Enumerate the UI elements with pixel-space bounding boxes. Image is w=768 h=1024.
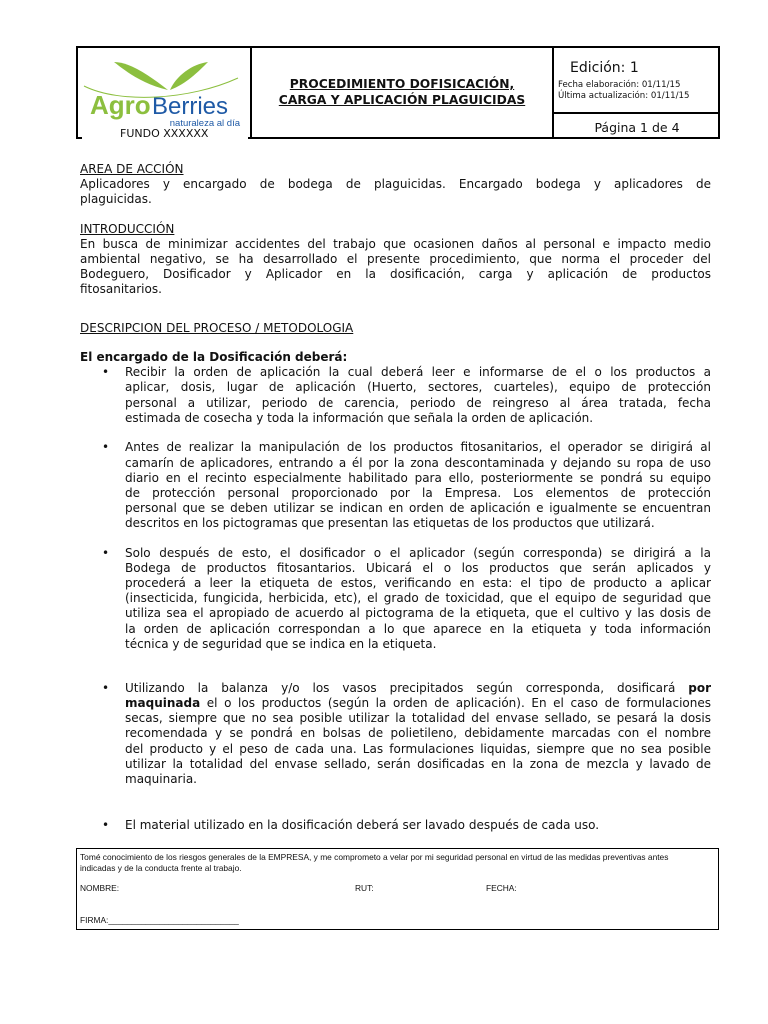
item4-bold: maquinada: [125, 696, 201, 710]
item2-line: de protección personal proporcionado por la Empresa. Los elementos de protección: [125, 486, 711, 500]
edition-label: Edición: 1: [570, 60, 639, 76]
item1-line: Recibir la orden de aplicación la cual deberá leer e informarse de el o los productos a: [125, 365, 711, 379]
item4-line: [125, 696, 711, 711]
item4-line: [125, 681, 711, 696]
document-title-line2: CARGA Y APLICACIÓN PLAGUICIDAS: [278, 93, 526, 107]
item3-line: Bodega de productos fitosantarios. Ubicará el o los productos que serán aplicados y: [125, 561, 711, 575]
header-divider-horizontal: [554, 112, 720, 114]
document-title-line1: PROCEDIMIENTO DOFISICACIÓN,: [289, 77, 515, 91]
process-subheading: El encargado de la Dosificación deberá:: [80, 350, 348, 364]
item2-line: diario en el recinto especialmente habilitado para ello, posteriormente se pondrá su equipo: [125, 471, 711, 485]
item2-line: personal que se deben utilizar se indican en orden de aplicación e igualmente se encuentran: [125, 501, 711, 515]
area-line1: Aplicadores y encargado de bodega de plaguicidas. Encargado bodega y aplicadores de: [80, 177, 711, 191]
intro-line: En busca de minimizar accidentes del trabajo que ocasionen daños al personal e impacto medio: [80, 237, 711, 251]
page-number: Página 1 de 4: [594, 120, 680, 135]
item1-line: personal a utilizar, periodo de carencia, periodo de reingreso al área tratada, fecha: [125, 396, 711, 410]
item4-line: secas, siempre que no sea posible utilizar la totalidad del envase sellado, se pesará la dosis: [125, 711, 711, 725]
logo-tagline: naturaleza al día: [169, 118, 240, 128]
item3-line: utiliza sea el apropiado de acuerdo al pictograma de la etiqueta, que el cultivo y las dosis de: [125, 606, 711, 620]
item5-line: El material utilizado en la dosificación deberá ser lavado después de cada uso.: [125, 818, 600, 832]
company-logo: [80, 50, 248, 128]
item3-line: técnica y de seguridad que se indica en la etiqueta.: [125, 637, 437, 651]
fundo-label: FUNDO XXXXXX: [120, 127, 209, 140]
firma-label: FIRMA:____________________________: [80, 915, 239, 925]
logo-brand-berries: Berries: [152, 93, 229, 120]
intro-line: Bodeguero, Dosificador y Aplicador en la dosificación, carga y aplicación de productos: [80, 267, 711, 281]
acknowledgement-box: [76, 848, 719, 930]
item4-bold: por: [688, 681, 711, 695]
fecha-label: FECHA:: [486, 883, 517, 893]
acknowledgement-line1: Tomé conocimiento de los riesgos generales de la EMPRESA, y me comprometo a velar por mi seguridad personal en virtud de las medidas preventivas antes: [80, 852, 669, 862]
item4-line: recomendada y se pondrá en bolsas de polietileno, debidamente marcadas con el nombre: [125, 726, 711, 740]
item4-text: Utilizando la balanza y/o los vasos precipitados según corresponda, dosificará: [125, 681, 689, 695]
intro-line: fitosanitarios.: [80, 282, 162, 296]
item1-line: estimada de cosecha y toda la información que señala la orden de aplicación.: [125, 411, 594, 425]
leaf-logo-icon: [80, 50, 248, 128]
item4-text: el o los productos (según la orden de aplicación). En el caso de formulaciones: [200, 696, 711, 710]
nombre-label: NOMBRE:: [80, 883, 120, 893]
item3-line: procederá a leer la etiqueta de estos, verificando en esta: el tipo de producto a aplicar: [125, 576, 711, 590]
bullet-icon: •: [102, 818, 110, 832]
item1-line: aplicar, dosis, lugar de aplicación (Huerto, sectores, cuarteles), equipo de protección: [125, 380, 711, 394]
bullet-icon: •: [102, 365, 110, 379]
item4-line: maquinaria.: [125, 772, 197, 786]
item2-line: camarín de aplicadores, entrando a él por la zona descontaminada y dejando su ropa de uso: [125, 456, 711, 470]
document-title: [254, 76, 550, 108]
intro-heading: INTRODUCCIÓN: [80, 222, 175, 236]
item3-line: (insecticida, fungicida, herbicida, etc), el grado de toxicidad, que el equipo de seguridad que: [125, 591, 711, 605]
acknowledgement-line2: indicadas y de la conducta frente al trabajo.: [80, 863, 242, 873]
bullet-icon: •: [102, 440, 110, 454]
intro-line: ambiental negativo, se ha desarrollado el presente procedimiento, que norma el proceder del: [80, 252, 711, 266]
header-table: [76, 46, 720, 139]
item4-line: utilizar la totalidad del envase sellado, serán dosificadas en la zona de mezcla y lavado de: [125, 757, 711, 771]
bullet-icon: •: [102, 681, 110, 695]
area-heading: AREA DE ACCIÓN: [80, 162, 184, 176]
item3-line: Solo después de esto, el dosificador o el aplicador (según corresponda) se dirigirá a la: [125, 546, 711, 560]
process-heading: DESCRIPCION DEL PROCESO / METODOLOGIA: [80, 321, 354, 335]
bullet-icon: •: [102, 546, 110, 560]
ultima-actualizacion: Última actualización: 01/11/15: [558, 91, 690, 101]
fecha-elaboracion: Fecha elaboración: 01/11/15: [558, 80, 681, 90]
item4-line: del producto y el peso de cada una. Las formulaciones liquidas, siempre que no sea posible: [125, 742, 711, 756]
item2-line: descritos en los pictogramas que presentan las etiquetas de los productos que utilizará.: [125, 516, 655, 530]
rut-label: RUT:: [355, 883, 374, 893]
item3-line: la orden de aplicación correspondan a lo que aparece en la etiqueta y toda información: [125, 622, 711, 636]
item2-line: Antes de realizar la manipulación de los productos fitosanitarios, el operador se dirigirá al: [125, 440, 711, 454]
header-divider-left: [250, 48, 252, 139]
logo-brand-agro: Agro: [90, 90, 151, 120]
area-line2: plaguicidas.: [80, 192, 152, 206]
